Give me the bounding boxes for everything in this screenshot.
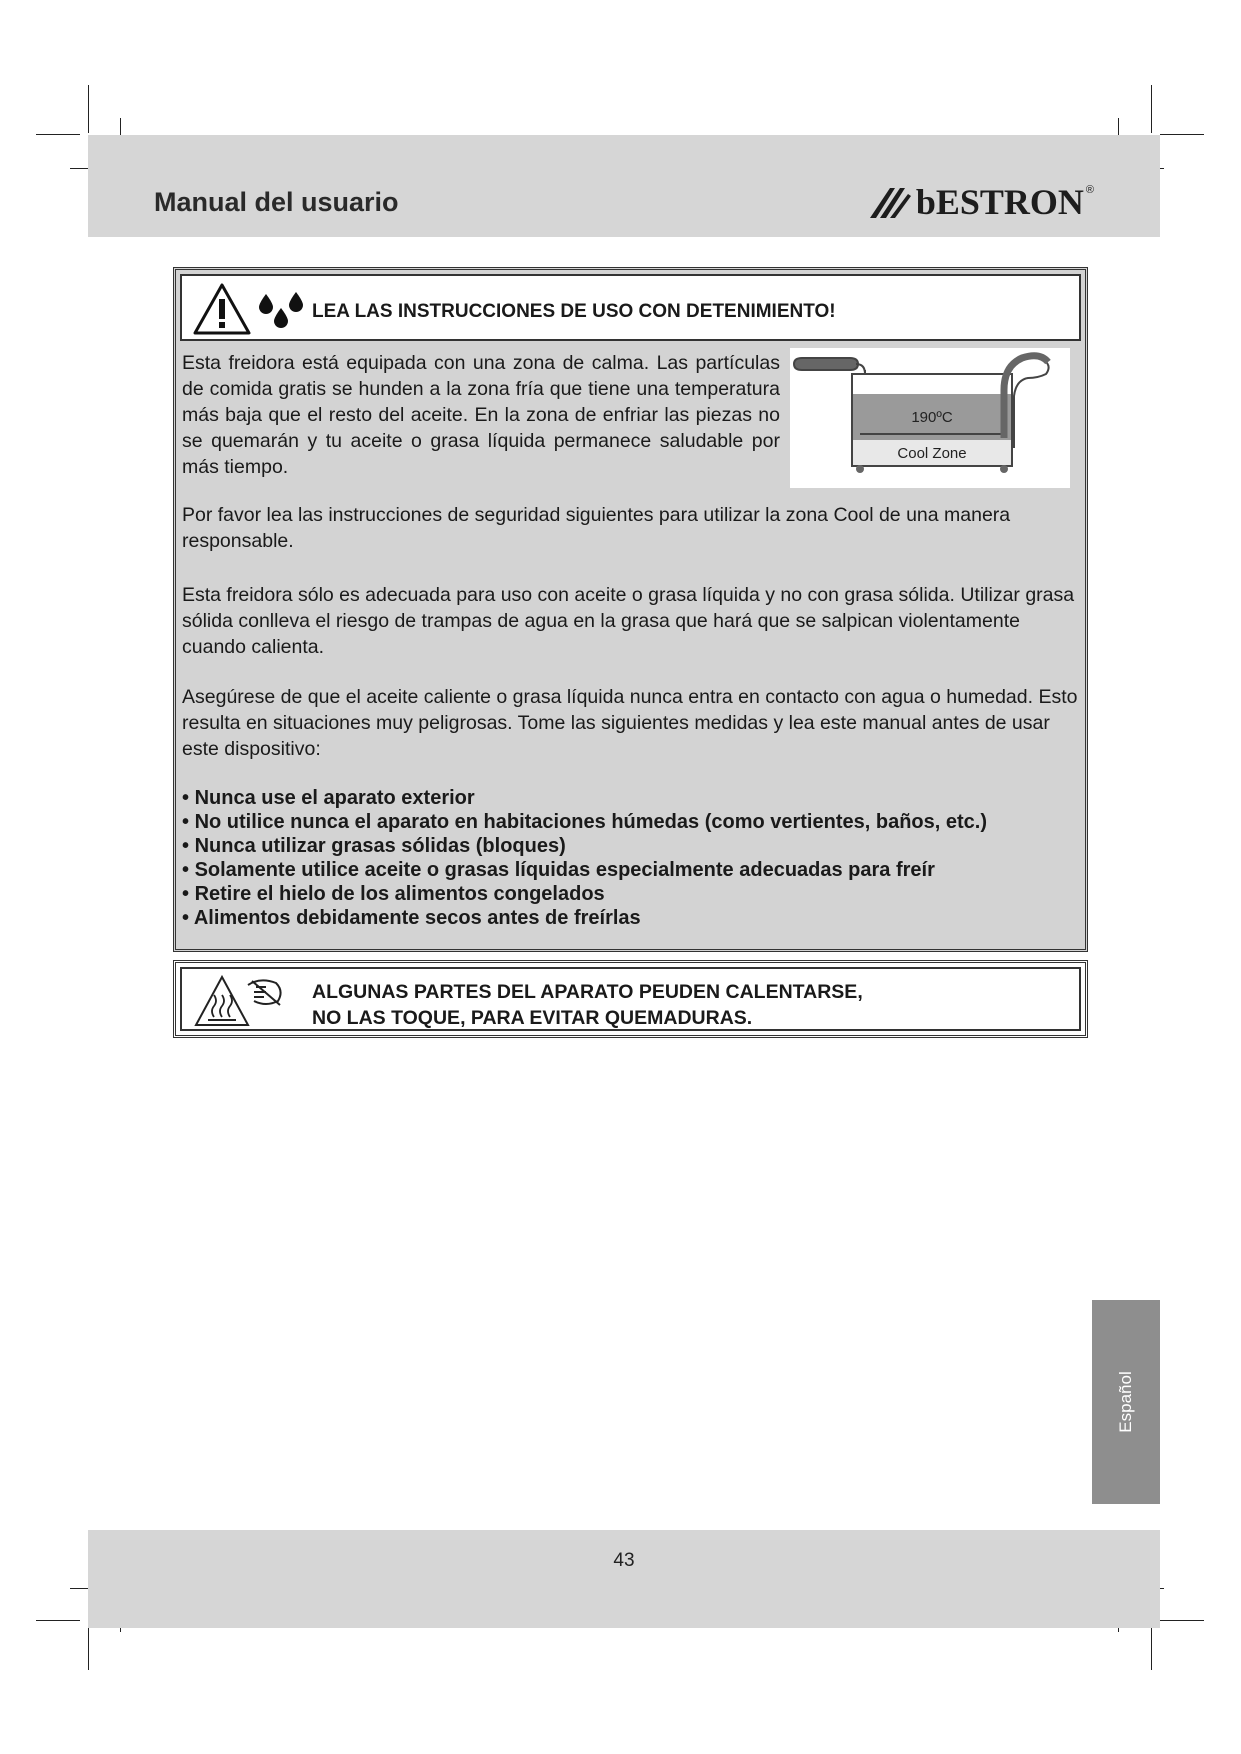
safety-rules-list <box>182 786 987 930</box>
brand-name: bESTRON <box>915 182 1084 222</box>
crop-mark <box>1151 1624 1152 1670</box>
list-item: • No utilice nunca el aparato en habitaciones húmedas (como vertientes, baños, etc.) <box>182 810 987 834</box>
list-item: • Nunca use el aparato exterior <box>182 786 987 810</box>
brand-logo <box>868 181 1094 223</box>
warning-heading: LEA LAS INSTRUCCIONES DE USO CON DETENIMIENTO! <box>312 301 836 322</box>
oil-drops-icon <box>256 288 308 330</box>
hot-warning-line: NO LAS TOQUE, PARA EVITAR QUEMADURAS. <box>312 1007 753 1029</box>
warning-triangle-icon <box>192 282 252 336</box>
crop-mark <box>1160 134 1204 135</box>
crop-mark <box>88 1624 89 1670</box>
paragraph: Esta freidora sólo es adecuada para uso con aceite o grasa líquida y no con grasa sólida. Utilizar grasa sólida conlleva el riesgo de trampas de agua en la grasa que hará que se salpican violentamente cuando calienta. <box>182 584 1075 658</box>
list-item: • Alimentos debidamente secos antes de freírlas <box>182 906 987 930</box>
list-item: • Nunca utilizar grasas sólidas (bloques) <box>182 834 987 858</box>
page-footer <box>88 1530 1160 1628</box>
diagram-temperature: 190ºC <box>911 409 953 426</box>
brand-registered-mark: ® <box>1085 184 1094 196</box>
hot-surface-warning-box <box>173 960 1088 1038</box>
paragraph: Por favor lea las instrucciones de seguridad siguientes para utilizar la zona Cool de una manera responsable. <box>182 504 1011 552</box>
language-tab <box>1092 1300 1160 1504</box>
paragraph: Asegúrese de que el aceite caliente o grasa líquida nunca entra en contacto con agua o humedad. Esto resulta en situaciones muy peligrosas. Tome las siguientes medidas y lea este manual antes de usar este dispositivo: <box>182 686 1078 760</box>
diagram-cool-zone-label: Cool Zone <box>897 445 967 462</box>
page-title: Manual del usuario <box>154 187 399 217</box>
language-label: Español <box>1116 1371 1135 1433</box>
crop-mark <box>36 134 80 135</box>
hot-warning-line: ALGUNAS PARTES DEL APARATO PEUDEN CALENTARSE, <box>312 981 863 1003</box>
crop-mark <box>1151 85 1152 133</box>
hot-surface-icon <box>190 973 290 1029</box>
hot-surface-warning-text <box>312 979 863 1031</box>
crop-mark <box>88 85 89 133</box>
fryer-cool-zone-diagram <box>790 348 1070 488</box>
brand-chevron-icon <box>868 184 912 220</box>
page-number: 43 <box>613 1550 635 1571</box>
crop-mark <box>1160 1620 1204 1621</box>
cool-zone-intro: Esta freidora está equipada con una zona de calma. Las partículas de comida gratis se hunden a la zona fría que tiene una temperatura más baja que el resto del aceite. En la zona de enfriar las piezas no se quemarán y tu aceite o grasa líquida permanece saludable por más tiempo. <box>182 352 780 478</box>
crop-mark <box>36 1620 80 1621</box>
list-item: • Solamente utilice aceite o grasas líquidas especialmente adecuadas para freír <box>182 858 987 882</box>
warning-heading-bar <box>180 274 1081 341</box>
page-header <box>88 135 1160 237</box>
safety-warning-box <box>173 267 1088 952</box>
list-item: • Retire el hielo de los alimentos congelados <box>182 882 987 906</box>
